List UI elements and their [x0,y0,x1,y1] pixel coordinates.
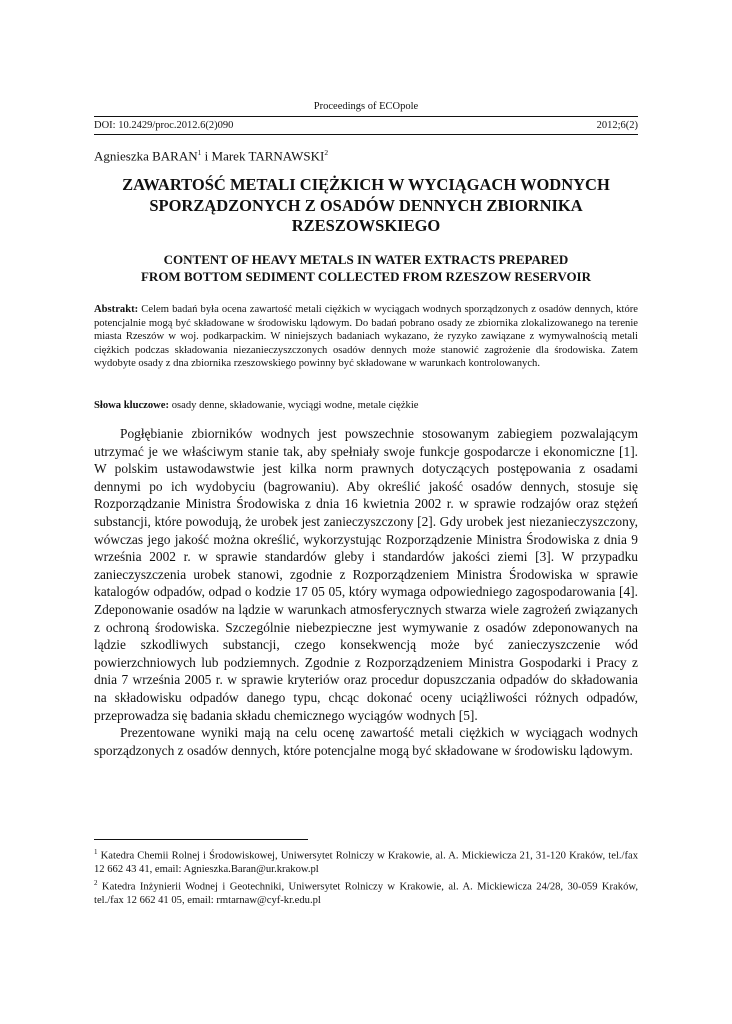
footnote-2-mark: 2 [94,879,98,888]
footnote-divider [94,839,308,840]
footnote-2 [94,877,638,908]
keywords [94,399,638,412]
title-english [94,251,638,285]
title-english-line-2: FROM BOTTOM SEDIMENT COLLECTED FROM RZESZOW RESERVOIR [140,269,592,284]
volume: 2012;6(2) [596,120,638,131]
abstract [94,303,638,371]
authors [94,148,328,164]
title-english-line-1: CONTENT OF HEAVY METALS IN WATER EXTRACTS PREPARED [163,252,569,267]
keywords-label: Słowa kluczowe: [94,400,170,411]
footnotes [94,846,638,908]
author-1: Agnieszka BARAN [94,148,198,164]
title-polish-line-1: ZAWARTOŚĆ METALI CIĘŻKICH W WYCIĄGACH WODNYCH [122,175,610,194]
footnote-2-text: Katedra Inżynierii Wodnej i Geotechniki, Uniwersytet Rolniczy w Krakowie, al. A. Mickiewicza 24/28, 30-059 Kraków, tel./fax 12 662 41 05, email: rmtarnaw@cyf-kr.edu.pl [94,881,638,907]
doi-line [94,116,638,135]
paragraph-2: Prezentowane wyniki mają na celu ocenę zawartość metali ciężkich w wyciągach wodnych sporządzonych z osadów dennych, które potencjalne mogą być składowane w środowisku lądowym. [94,725,638,758]
author-connector: i [201,148,212,164]
keywords-text: osady denne, składowanie, wyciągi wodne, metale ciężkie [171,400,419,411]
author-2: Marek TARNAWSKI [211,148,325,164]
abstract-text: Celem badań była ocena zawartość metali ciężkich w wyciągach wodnych sporządzonych z osadów dennych, które potencjalnie mogą być składowane w środowisku lądowym. Do badań pobrano osady ze zbiornika zlokalizowanego na terenie miasta Rzeszów w woj. podkarpackim. W niniejszych badaniach wykazano, że ryzyko zawiązane z wymywalnością metali ciężkich podczas składowania niezanieczyszczonych osadów dennych może stanowić zagrożenie dla środowiska. Zatem wydobyte osady z dna zbiornika rzeszowskiego powinny być składowane w warunkach kontrolowanych. [94,304,639,369]
author-1-affiliation-mark: 1 [197,148,202,157]
proceedings-title: Proceedings of ECOpole [313,101,419,112]
footnote-1 [94,846,638,877]
title-polish-line-2: SPORZĄDZONYCH Z OSADÓW DENNYCH ZBIORNIKA [149,195,583,215]
body-text [94,425,638,759]
paragraph-1: Pogłębianie zbiorników wodnych jest powszechnie stosowanym zabiegiem pozwalającym utrzymać je we właściwym stanie tak, aby spełniały swoje funkcje gospodarcze i ekonomiczne [1]. W polskim ustawodawstwie jest kilka norm prawnych dotyczących postępowania z osadami dennymi po ich wydobyciu (bagrowaniu). Aby określić jakość osadów dennych, stosuje się Rozporządzanie Ministra Środowiska z dnia 16 kwietnia 2002 r. w sprawie rodzajów oraz stężeń substancji, które powodują, że urobek jest zanieczyszczony [2]. Gdy urobek jest niezanieczyszczony, wówczas jego jakość można określić, wykorzystując Rozporządzenie Ministra Środowiska z dnia 9 września 2002 r. w sprawie standardów gleby i standardów jakości ziemi [3]. W przypadku zanieczyszczenia urobek stanowi, zgodnie z Rozporządzeniem Ministra Środowiska w sprawie katalogów odpadów, odpad o kodzie 17 05 05, który wymaga odpowiedniego zagospodarowania [4]. Zdeponowanie osadów na lądzie w warunkach atmosferycznych stwarza wiele zagrożeń związanych z ochroną środowiska. Szczególnie niebezpieczne jest wymywanie z osadów zdeponowanych na lądzie szkodliwych substancji, czego konsekwencją może być zanieczyszczenie wód powierzchniowych lub podziemnych. Zgodnie z Rozporządzeniem Ministra Gospodarki i Pracy z dnia 7 września 2005 r. w sprawie kryteriów oraz procedur dopuszczania odpadów do składowania na składowisku odpadów danego typu, chcąc dokonać oceny uciążliwości różnych odpadów, przeprowadza się badania składu chemicznego wyciągów wodnych [5]. [94,426,638,723]
author-2-affiliation-mark: 2 [324,148,329,157]
footnote-1-text: Katedra Chemii Rolnej i Środowiskowej, Uniwersytet Rolniczy w Krakowie, al. A. Mickiewicza 21, 31-120 Kraków, tel./fax 12 662 43 41, email: Agnieszka.Baran@ur.krakow.pl [94,850,638,876]
doi: DOI: 10.2429/proc.2012.6(2)090 [94,120,234,131]
title-polish [94,175,638,237]
title-polish-line-3: RZESZOWSKIEGO [291,216,441,235]
footnote-1-mark: 1 [94,848,98,856]
abstract-label: Abstrakt: [94,304,139,315]
